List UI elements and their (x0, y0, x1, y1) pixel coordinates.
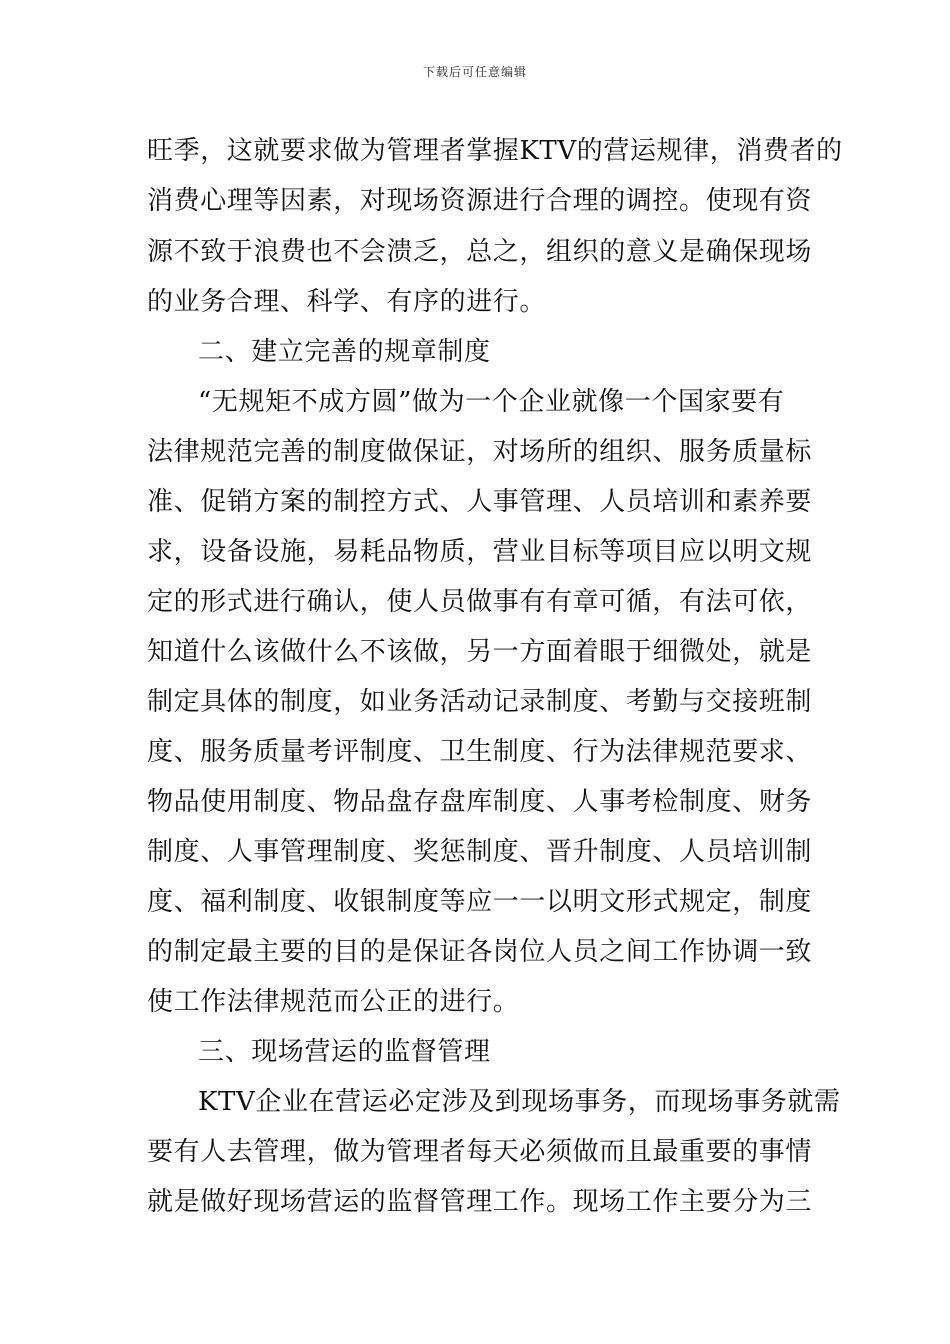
body-line-3: 源不致于浪费也不会溃乏，总之，组织的意义是确保现场 (147, 237, 813, 267)
body-line-13: 度、服务质量考评制度、卫生制度、行为法律规范要求、 (147, 737, 813, 767)
body-line-1: 旺季，这就要求做为管理者掌握KTV的营运规律，消费者的 (147, 136, 843, 166)
body-line-22: 就是做好现场营运的监督管理工作。现场工作主要分为三 (147, 1187, 813, 1217)
body-line-8: 准、促销方案的制控方式、人事管理、人员培训和素养要 (147, 487, 813, 517)
body-line-16: 度、福利制度、收银制度等应一一以明文形式规定，制度 (147, 887, 813, 917)
section-heading-3: 三、现场营运的监督管理 (198, 1037, 491, 1067)
body-line-10: 定的形式进行确认，使人员做事有有章可循，有法可依， (147, 587, 813, 617)
body-line-15: 制度、人事管理制度、奖惩制度、晋升制度、人员培训制 (147, 837, 813, 867)
body-line-17: 的制定最主要的目的是保证各岗位人员之间工作协调一致 (147, 937, 813, 967)
section-heading-2: 二、建立完善的规章制度 (198, 337, 491, 367)
body-line-12: 制定具体的制度，如业务活动记录制度、考勤与交接班制 (147, 687, 813, 717)
body-line-14: 物品使用制度、物品盘存盘库制度、人事考检制度、财务 (147, 787, 813, 817)
body-line-4: 的业务合理、科学、有序的进行。 (147, 287, 547, 317)
body-line-11: 知道什么该做什么不该做，另一方面着眼于细微处，就是 (147, 637, 813, 667)
body-line-6: “无规矩不成方圆”做为一个企业就像一个国家要有 (198, 387, 785, 417)
body-line-21: 要有人去管理，做为管理者每天必须做而且最重要的事情 (147, 1137, 813, 1167)
body-line-9: 求，设备设施，易耗品物质，营业目标等项目应以明文规 (147, 537, 813, 567)
header-note: 下载后可任意编辑 (422, 65, 527, 79)
body-line-18: 使工作法律规范而公正的进行。 (147, 987, 520, 1017)
body-line-7: 法律规范完善的制度做保证，对场所的组织、服务质量标 (147, 437, 813, 467)
body-line-2: 消费心理等因素，对现场资源进行合理的调控。使现有资 (147, 186, 813, 216)
body-line-20: KTV企业在营运必定涉及到现场事务，而现场事务就需 (198, 1087, 841, 1117)
